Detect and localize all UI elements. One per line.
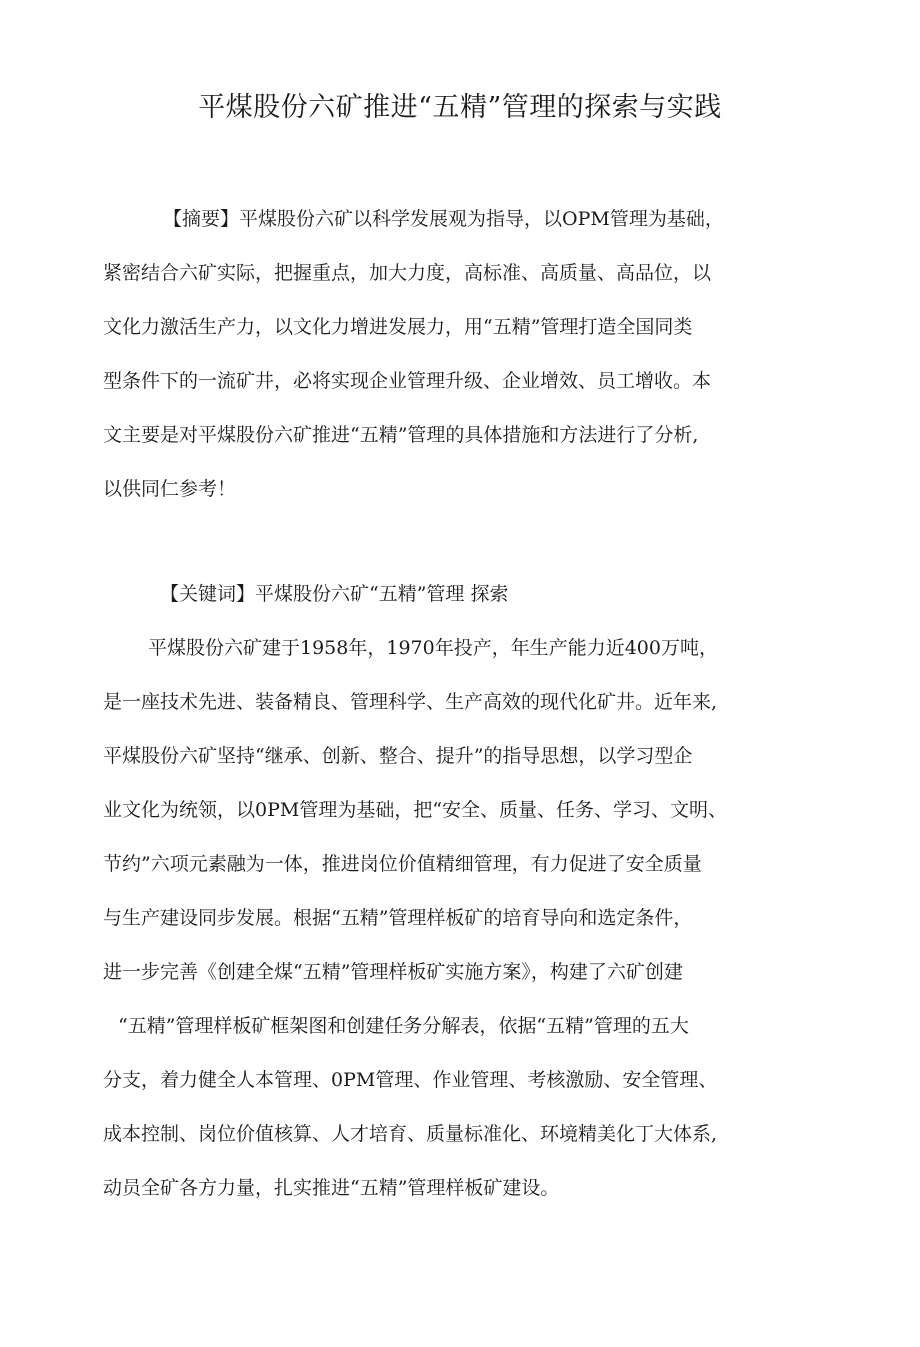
abstract-line: 以供同仁参考！ [103, 478, 237, 500]
keywords: 【关键词】平煤股份六矿“五精”管理 探索 [160, 583, 509, 605]
abstract-line: 【摘要】平煤股份六矿以科学发展观为指导，以OPM管理为基础， [163, 208, 724, 230]
body-line: 进一步完善《创建全煤“五精”管理样板矿实施方案》，构建了六矿创建 [103, 961, 683, 983]
body-line: 与生产建设同步发展。根据“五精”管理样板矿的培育导向和选定条件， [103, 907, 693, 929]
abstract-line: 紧密结合六矿实际，把握重点，加大力度，高标准、高质量、高品位，以 [103, 262, 712, 284]
body-line: “五精”管理样板矿框架图和创建任务分解表，依据“五精”管理的五大 [118, 1015, 689, 1037]
body-line: 业文化为统领，以0PM管理为基础，把“安全、质量、任务、学习、文明、 [103, 799, 728, 821]
abstract-line: 文主要是对平煤股份六矿推进“五精”管理的具体措施和方法进行了分析, [103, 424, 699, 446]
body-line: 动员全矿各方力量，扎实推进“五精”管理样板矿建设。 [103, 1177, 560, 1199]
body-line: 分支，着力健全人本管理、0PM管理、作业管理、考核激励、安全管理、 [103, 1069, 718, 1091]
body-line: 成本控制、岗位价值核算、人才培育、质量标准化、环境精美化丁大体系, [103, 1123, 718, 1145]
body-line: 平煤股份六矿坚持“继承、创新、整合、提升”的指导思想，以学习型企 [103, 745, 693, 767]
body-line: 是一座技术先进、装备精良、管理科学、生产高效的现代化矿井。近年来, [103, 691, 718, 713]
abstract-line: 文化力激活生产力，以文化力增进发展力，用“五精”管理打造全国同类 [103, 316, 693, 338]
body-line: 平煤股份六矿建于1958年，1970年投产，年生产能力近400万吨， [148, 637, 718, 659]
body-line: 节约”六项元素融为一体，推进岗位价值精细管理，有力促进了安全质量 [103, 853, 702, 875]
document-title: 平煤股份六矿推进“五精”管理的探索与实践 [198, 92, 722, 123]
abstract-line: 型条件下的一流矿井，必将实现企业管理升级、企业增效、员工增收。本 [103, 370, 712, 392]
